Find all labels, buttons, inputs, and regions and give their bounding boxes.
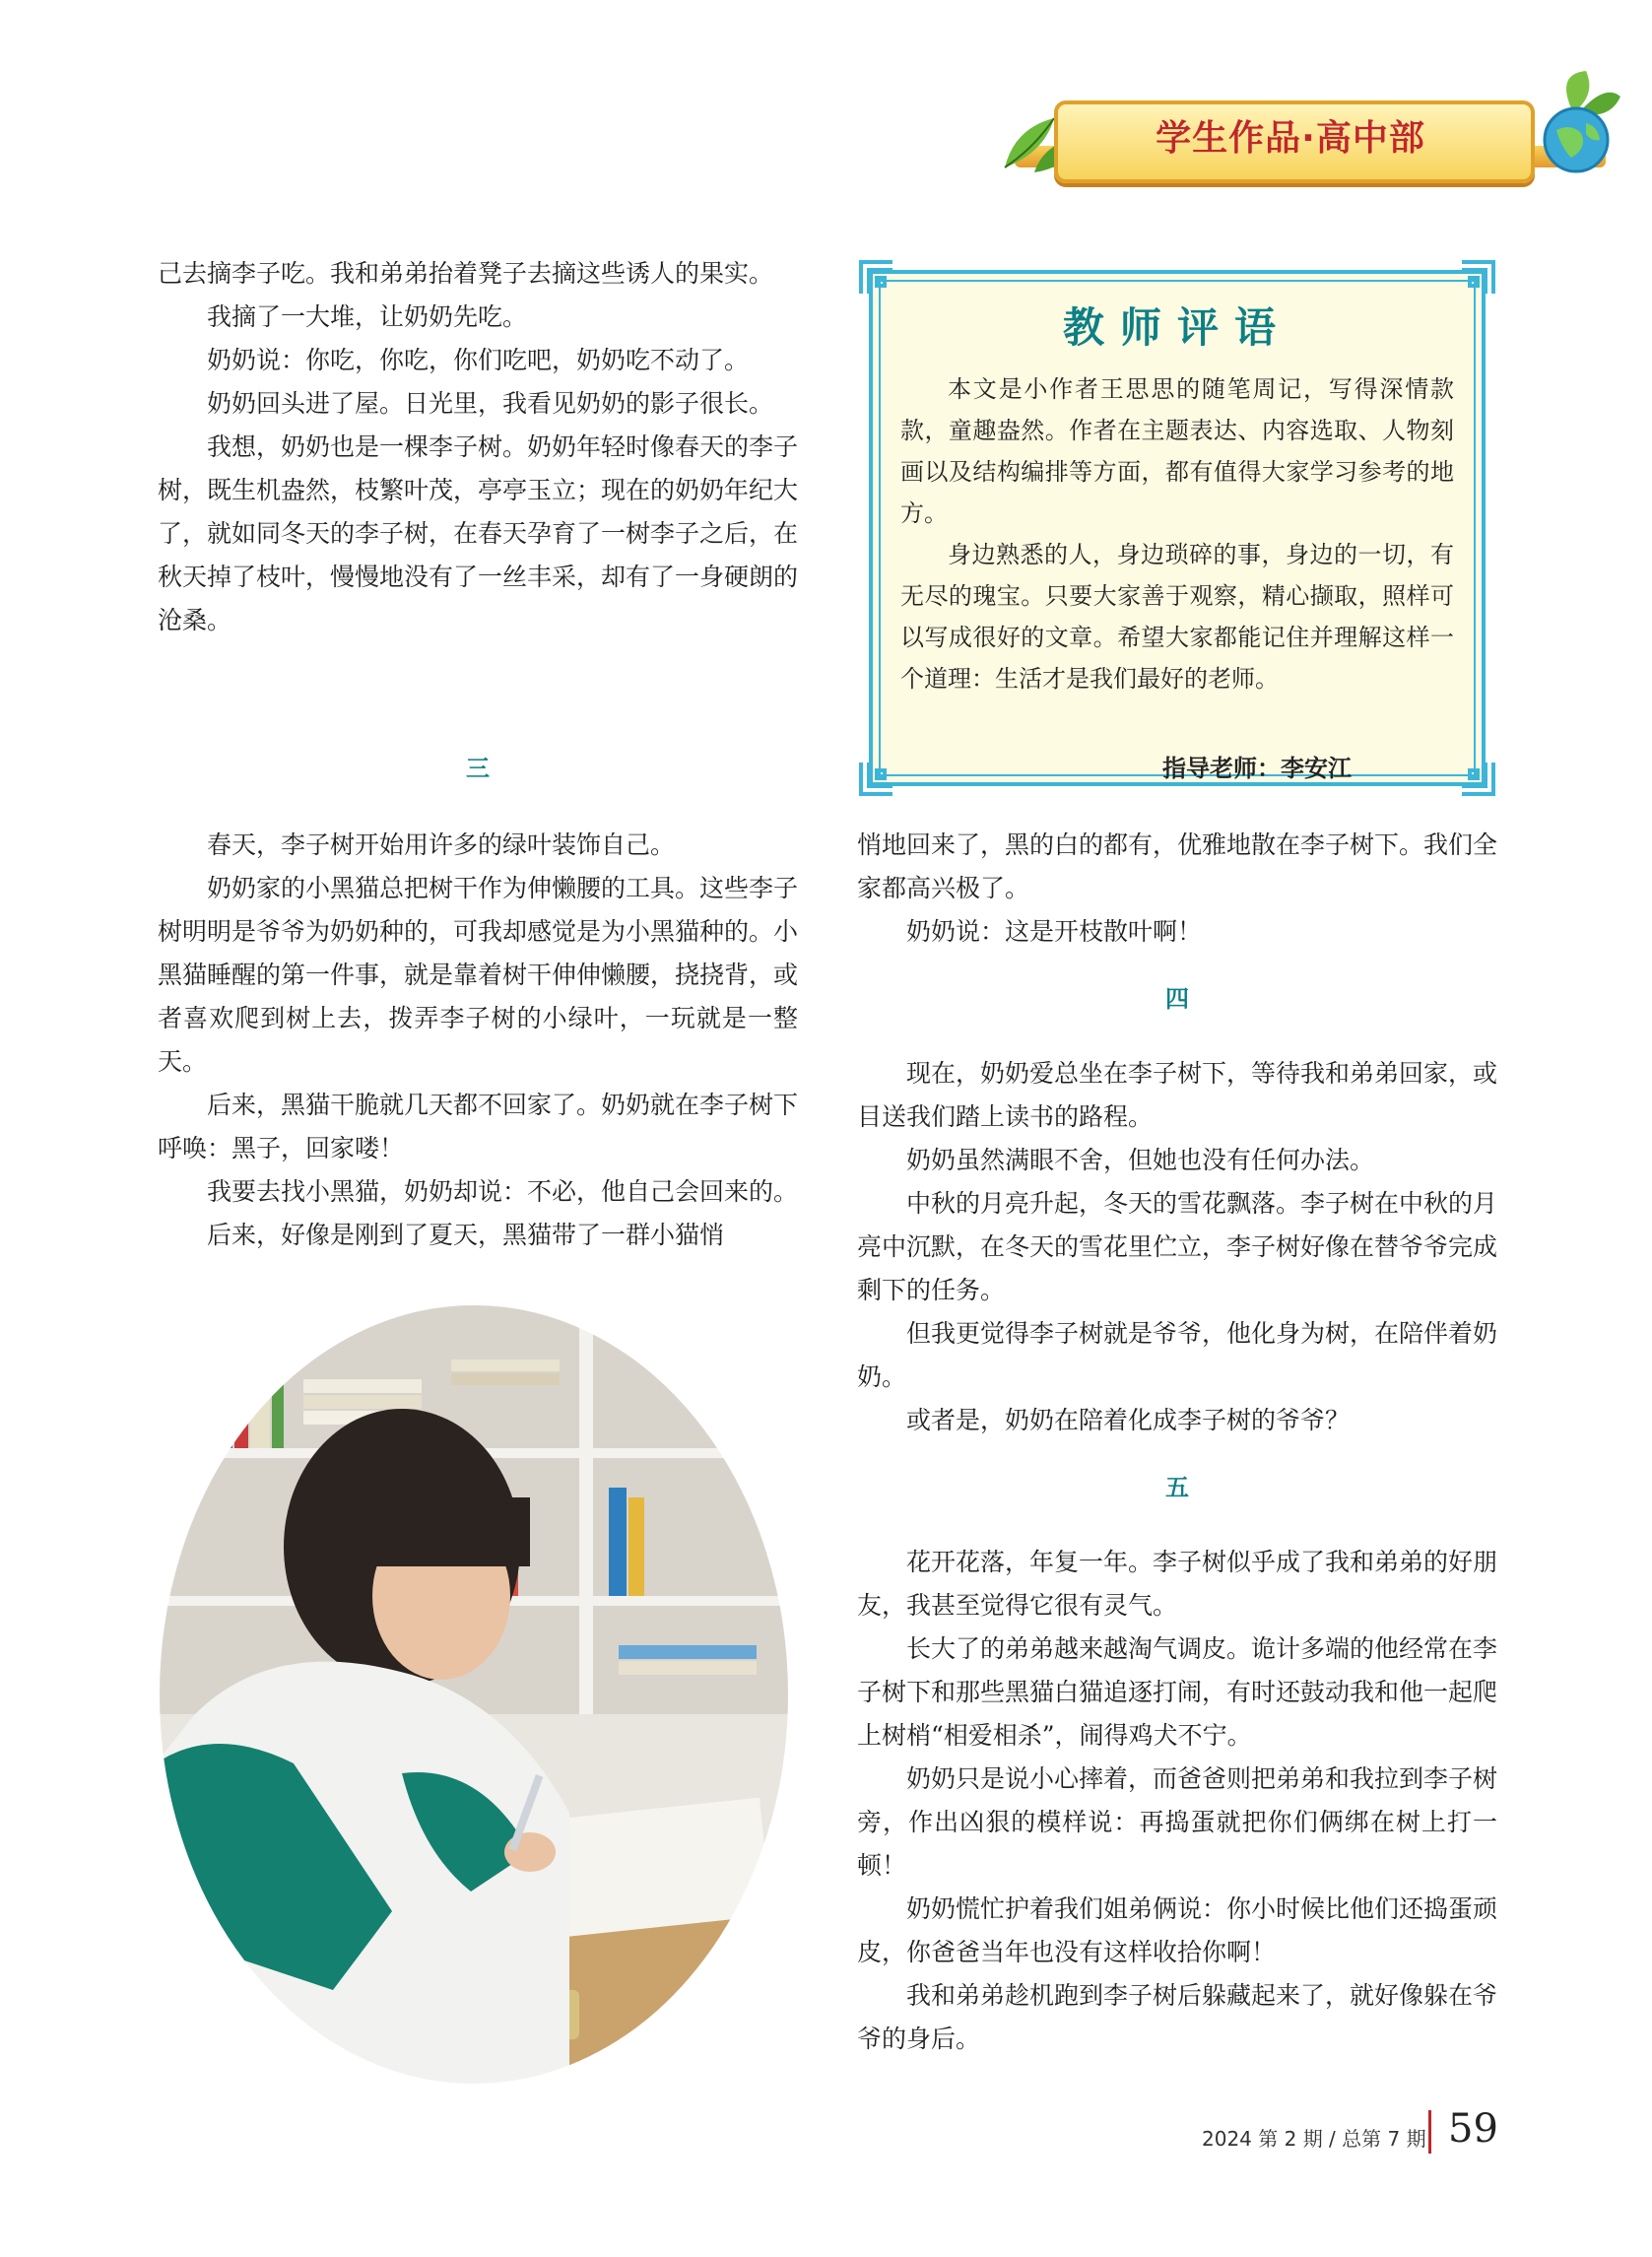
paragraph: 花开花落，年复一年。李子树似乎成了我和弟弟的好朋友，我甚至觉得它很有灵气。 [857,1548,1498,1620]
teacher-comment-box [857,258,1497,798]
paragraph: 奶奶家的小黑猫总把树干作为伸懒腰的工具。这些李子树明明是爷爷为奶奶种的，可我却感觉是为小黑猫种的。小黑猫睡醒的第一件事，就是靠着树干伸伸懒腰，挠挠背，或者喜欢爬到树上去，拨弄李子树的小绿叶，一玩就是一整天。 [158,874,799,1076]
globe-sprout-icon [1527,69,1625,177]
paragraph: 我和弟弟趁机跑到李子树后躲藏起来了，就好像躲在爷爷的身后。 [857,1981,1498,2053]
paragraph: 奶奶说：这是开枝散叶啊！ [906,917,1203,946]
left-column-section-three [158,749,798,1257]
paragraph: 长大了的弟弟越来越淘气调皮。诡计多端的他经常在李子树下和那些黑猫白猫追逐打闹，有时还鼓动我和他一起爬上树梢“相爱相杀”，闹得鸡犬不宁。 [857,1634,1498,1750]
issue-info: 2024 第 2 期 / 总第 7 期 [1202,2127,1426,2151]
corner-ornament-icon [857,759,896,798]
comment-paragraph: 身边熟悉的人，身边琐碎的事，身边的一切，有无尽的瑰宝。只要大家善于观察，精心撷取，照样可以写成很好的文章。希望大家都能记住并理解这样一个道理：生活才是我们最好的老师。 [900,541,1454,693]
paragraph: 或者是，奶奶在陪着化成李子树的爷爷？ [906,1406,1351,1434]
section-heading-four: 四 [1165,984,1189,1013]
paragraph: 奶奶只是说小心摔着，而爸爸则把弟弟和我拉到李子树旁，作出凶狠的模样说：再捣蛋就把你们俩绑在树上打一顿！ [857,1764,1498,1880]
corner-ornament-icon [1458,759,1497,798]
comment-body [900,368,1454,699]
section-label: 学生作品·高中部 [1156,118,1425,159]
comment-paragraph: 本文是小作者王思思的随笔周记，写得深情款款，童趣盎然。作者在主题表达、内容选取、人物刻画以及结构编排等方面，都有值得大家学习参考的地方。 [900,375,1454,527]
paragraph: 奶奶回头进了屋。日光里，我看见奶奶的影子很长。 [207,389,774,418]
section-heading-five: 五 [1165,1473,1189,1501]
paragraph: 现在，奶奶爱总坐在李子树下，等待我和弟弟回家，或目送我们踏上读书的路程。 [857,1059,1498,1131]
paragraph: 我要去找小黑猫，奶奶却说：不必，他自己会回来的。 [207,1177,799,1206]
section-banner [995,69,1625,187]
student-photo [156,1300,792,2089]
paragraph: 但我更觉得李子树就是爷爷，他化身为树，在陪伴着奶奶。 [857,1319,1498,1391]
corner-ornament-icon [857,258,896,298]
paragraph: 我摘了一大堆，让奶奶先吃。 [207,302,528,331]
comment-title: 教师评语 [1062,303,1291,352]
paragraph: 后来，黑猫干脆就几天都不回家了。奶奶就在李子树下呼唤：黑子，回家喽！ [158,1091,799,1162]
comment-signature: 指导老师：李安江 [1162,755,1352,782]
page-number: 59 [1448,2106,1498,2152]
section-heading-three: 三 [466,754,490,782]
paragraph: 奶奶慌忙护着我们姐弟俩说：你小时候比他们还捣蛋顽皮，你爸爸当年也没有这样收拾你啊！ [857,1894,1498,1966]
right-column [857,824,1497,2061]
paragraph: 中秋的月亮升起，冬天的雪花飘落。李子树在中秋的月亮中沉默，在冬天的雪花里伫立，李子树好像在替爷爷完成剩下的任务。 [857,1189,1498,1304]
corner-ornament-icon [1458,258,1497,298]
paragraph: 我想，奶奶也是一棵李子树。奶奶年轻时像春天的李子树，既生机盎然，枝繁叶茂，亭亭玉立；现在的奶奶年纪大了，就如同冬天的李子树，在春天孕育了一树李子之后，在秋天掉了枝叶，慢慢地没有了一丝丰采，却有了一身硬朗的沧桑。 [158,432,799,634]
left-column-top [158,252,798,642]
footer-divider [1428,2110,1431,2154]
paragraph: 奶奶虽然满眼不舍，但她也没有任何办法。 [906,1146,1375,1174]
paragraph: 奶奶说：你吃，你吃，你们吃吧，奶奶吃不动了。 [207,346,750,374]
paragraph: 悄地回来了，黑的白的都有，优雅地散在李子树下。我们全家都高兴极了。 [857,830,1498,902]
paragraph: 春天，李子树开始用许多的绿叶装饰自己。 [207,830,676,859]
paragraph: 己去摘李子吃。我和弟弟抬着凳子去摘这些诱人的果实。 [158,259,774,288]
paragraph: 后来，好像是刚到了夏天，黑猫带了一群小猫悄 [207,1221,725,1249]
